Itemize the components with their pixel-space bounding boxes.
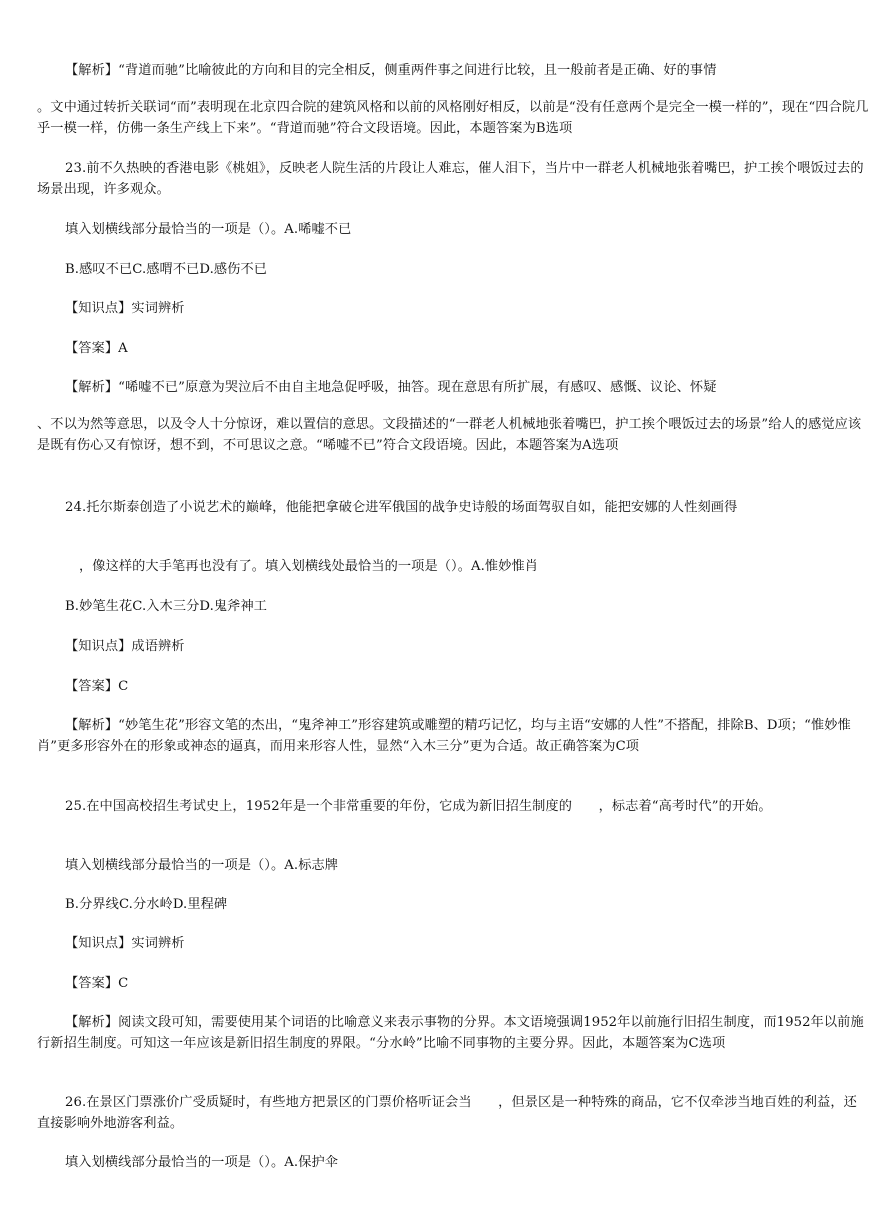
answer-options: B.感叹不已C.感喟不已D.感伤不已 <box>65 262 268 277</box>
paragraph: 【解析】阅读文段可知，需要使用某个词语的比喻意义来表示事物的分界。本文语境强调1952年以前施行旧招生制度，而1952年以前施行新招生制度。可知这一年应该是新旧招生制度的界限。“分水岭”比喻不同事物的主要分界。因此，本题答案为C选项 <box>37 1015 864 1051</box>
question-24: 24.托尔斯泰创造了小说艺术的巅峰，他能把拿破仑进军俄国的战争史诗般的场面驾驭自如，能把安娜的人性刻画得 <box>65 500 738 515</box>
knowledge-point: 【知识点】实词辨析 <box>65 301 185 316</box>
answer: 【答案】A <box>65 341 128 356</box>
question-prompt: 填入划横线部分最恰当的一项是（）。A.唏嘘不已 <box>65 222 352 237</box>
question-prompt: 填入划横线部分最恰当的一项是（）。A.标志牌 <box>65 858 339 873</box>
question-prompt: 填入划横线部分最恰当的一项是（）。A.保护伞 <box>65 1155 339 1170</box>
paragraph: 。文中通过转折关联词“而”表明现在北京四合院的建筑风格和以前的风格刚好相反，以前是“没有任意两个是完全一模一样的”，现在“四合院几乎一模一样，仿佛一条生产线上下来”。“背道而驰”符合文段语境。因此，本题答案为B选项 <box>37 100 869 136</box>
answer: 【答案】C <box>65 679 129 694</box>
paragraph: 【解析】“妙笔生花”形容文笔的杰出，“鬼斧神工”形容建筑或雕塑的精巧记忆，均与主语“安娜的人性”不搭配，排除B、D项；“惟妙惟肖”更多形容外在的形象或神态的逼真，而用来形容人性，显然“入木三分”更为合适。故正确答案为C项 <box>37 718 851 754</box>
paragraph: 【解析】“背道而驰”比喻彼此的方向和目的完全相反，侧重两件事之间进行比较，且一般前者是正确、好的事情 <box>65 63 717 78</box>
question-prompt: ，像这样的大手笔再也没有了。填入划横线处最恰当的一项是（）。A.惟妙惟肖 <box>79 559 539 574</box>
answer-options: B.分界线C.分水岭D.里程碑 <box>65 897 228 912</box>
knowledge-point: 【知识点】实词辨析 <box>65 936 185 951</box>
answer: 【答案】C <box>65 976 129 991</box>
paragraph: 、不以为然等意思，以及令人十分惊讶，难以置信的意思。文段描述的“一群老人机械地张着嘴巴，护工挨个喂饭过去的场景”给人的感觉应该是既有伤心又有惊讶，想不到，不可思议之意。“唏嘘不已”符合文段语境。因此，本题答案为A选项 <box>37 417 862 453</box>
answer-options: B.妙笔生花C.入木三分D.鬼斧神工 <box>65 599 268 614</box>
question-25: 25.在中国高校招生考试史上，1952年是一个非常重要的年份，它成为新旧招生制度的 ，标志着“高考时代”的开始。 <box>65 799 772 814</box>
knowledge-point: 【知识点】成语辨析 <box>65 639 185 654</box>
question-26: 26.在景区门票涨价广受质疑时，有些地方把景区的门票价格听证会当 ，但景区是一种特殊的商品，它不仅牵涉当地百姓的利益，还直接影响外地游客利益。 <box>37 1095 857 1131</box>
question-23: 23.前不久热映的香港电影《桃姐》，反映老人院生活的片段让人难忘，催人泪下，当片中一群老人机械地张着嘴巴，护工挨个喂饭过去的场景出现，许多观众。 <box>37 161 864 197</box>
paragraph: 【解析】“唏嘘不已”原意为哭泣后不由自主地急促呼吸，抽答。现在意思有所扩展，有感叹、感慨、议论、怀疑 <box>65 380 717 395</box>
